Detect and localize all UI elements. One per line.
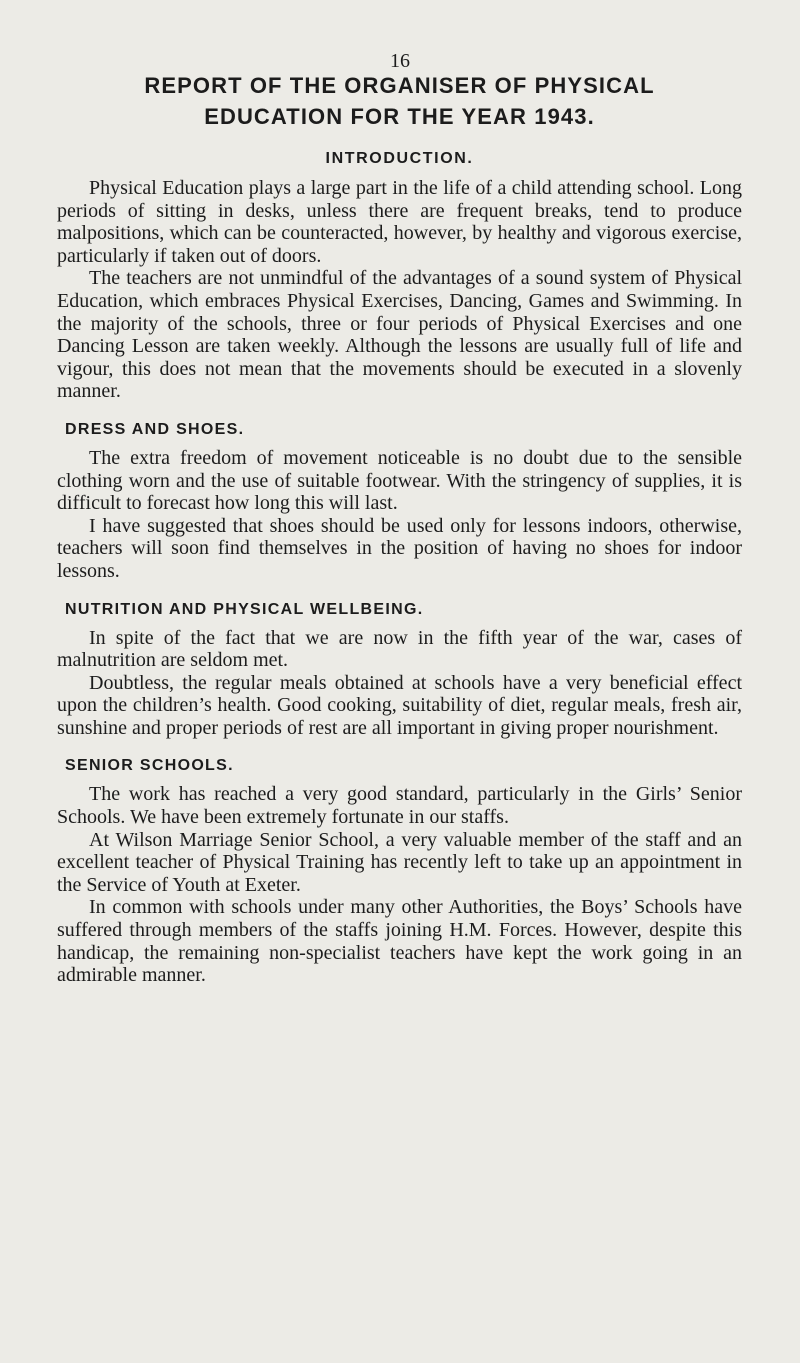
paragraph: Doubtless, the regular meals obtained at schools have a very beneficial effect upon the children’s health. Good cooking, suitability of diet, regular meals, fresh air, sunshine and proper periods of rest are all important in giving proper nourishment. <box>57 671 742 739</box>
paragraph: I have suggested that shoes should be used only for lessons indoors, otherwise, teachers will soon find themselves in the position of having no shoes for indoor lessons. <box>57 514 742 582</box>
paragraph: In spite of the fact that we are now in the fifth year of the war, cases of malnutrition are seldom met. <box>57 626 742 672</box>
dress-and-shoes-section <box>57 419 742 583</box>
nutrition-section <box>57 599 742 740</box>
paragraph: The teachers are not unmindful of the advantages of a sound system of Physical Education, which embraces Physical Exercises, Dancing, Games and Swimming. In the majority of the schools, three or four periods of Physical Exercises and one Dancing Lesson are taken weekly. Although the lessons are usually full of life and vigour, this does not mean that the movements should be executed in a slovenly manner. <box>57 267 742 403</box>
dress-and-shoes-heading: DRESS AND SHOES. <box>65 420 245 438</box>
report-title-line-2: EDUCATION FOR THE YEAR 1943. <box>204 104 595 129</box>
introduction-heading: INTRODUCTION. <box>325 150 474 167</box>
paragraph: At Wilson Marriage Senior School, a very valuable member of the staff and an excellent teacher of Physical Training has recently left to take up an appointment in the Service of Youth at Exeter. <box>57 828 742 896</box>
paragraph: The extra freedom of movement noticeable is no doubt due to the sensible clothing worn and the use of suitable footwear. With the stringency of supplies, it is difficult to forecast how long this will last. <box>57 446 742 515</box>
paragraph: Physical Education plays a large part in the life of a child attending school. Long periods of sitting in desks, unless there are frequent breaks, tend to produce malpositions, which can be counteracted, however, by healthy and vigorous exercise, particularly if taken out of doors. <box>57 177 742 267</box>
report-title <box>57 70 742 132</box>
page-number: 16 <box>390 50 410 72</box>
paragraph: The work has reached a very good standard, particularly in the Girls’ Senior Schools. We have been extremely fortunate in our staffs. <box>57 783 742 829</box>
paragraph: In common with schools under many other Authorities, the Boys’ Schools have suffered through members of the staffs joining H.M. Forces. However, despite this handicap, the remaining non-specialist teachers have kept the work going in an admirable manner. <box>57 896 742 987</box>
introduction-section <box>57 148 742 403</box>
senior-schools-heading: SENIOR SCHOOLS. <box>65 757 234 775</box>
nutrition-heading: NUTRITION AND PHYSICAL WELLBEING. <box>65 600 424 618</box>
senior-schools-section <box>57 755 742 986</box>
report-title-line-1: REPORT OF THE ORGANISER OF PHYSICAL <box>144 73 655 98</box>
